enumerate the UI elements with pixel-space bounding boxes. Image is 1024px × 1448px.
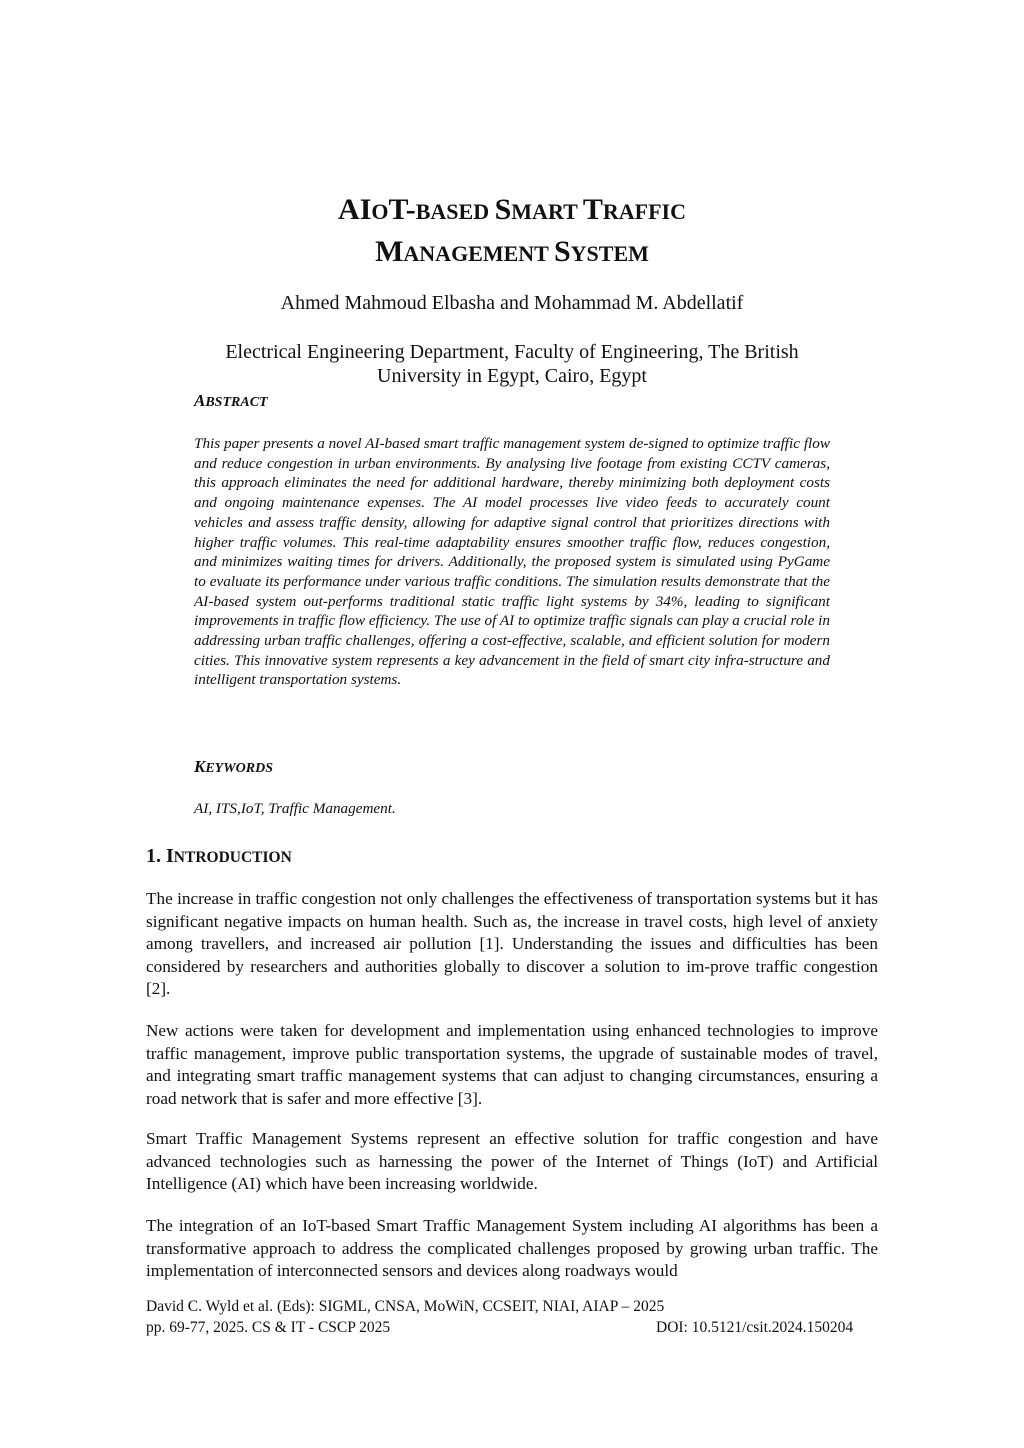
footer-pages: pp. 69-77, 2025. CS & IT - CSCP 2025 <box>146 1319 391 1336</box>
intro-paragraph-1: The increase in traffic congestion not only challenges the effectiveness of transportation systems but it has significant negative impacts on human health. Such as, the increase in travel costs, high level of anxiety among travellers, and increased air pollution [1]. Understanding the issues and difficulties has been considered by researchers and authorities globally to discover a solution to im-prove traffic congestion [2]. <box>146 889 878 999</box>
heading-text: I <box>166 845 174 867</box>
title-line-2 <box>0 232 1024 274</box>
heading-text: EYWORDS <box>205 761 274 776</box>
author-list: Ahmed Mahmoud Elbasha and Mohammad M. Abdellatif <box>280 292 744 314</box>
heading-text: NTRODUCTION <box>173 849 292 866</box>
keywords-text: AI, ITS,IoT, Traffic Management. <box>194 800 396 817</box>
intro-paragraph-2: New actions were taken for development and implementation using enhanced technologies to improve traffic management, improve public transportation systems, the upgrade of sustainable modes of travel, and integrating smart traffic management systems that can adjust to changing circumstances, ensuring a road network that is safer and more effective [3]. <box>146 1021 878 1108</box>
section-heading-introduction <box>146 843 292 871</box>
abstract-heading <box>194 390 268 414</box>
footer-doi: DOI: 10.5121/csit.2024.150204 <box>656 1319 854 1336</box>
title-text: AI <box>338 193 372 226</box>
title-text: T <box>582 193 603 226</box>
keywords-heading <box>194 756 273 780</box>
title-text: RAFFIC <box>602 199 686 224</box>
intro-paragraph-4: The integration of an IoT-based Smart Traffic Management System including AI algorithms has been a transformative approach to address the complicated challenges proposed by growing urban traffic. The implementation of interconnected sensors and devices along roadways would <box>146 1216 878 1281</box>
footer-citation: David C. Wyld et al. (Eds): SIGML, CNSA, MoWiN, CCSEIT, NIAI, AIAP – 2025 <box>146 1298 665 1315</box>
abstract-text: This paper presents a novel AI-based smart traffic management system de-signed to optimize traffic flow and reduce congestion in urban environments. By analysing live footage from existing CCTV cameras, this approach eliminates the need for additional hardware, thereby minimizing both deployment costs and ongoing maintenance expenses. The AI model processes live video feeds to accurately count vehicles and assess traffic density, allowing for adaptive signal control that prioritizes directions with higher traffic volumes. This real-time adaptability ensures smoother traffic flow, reduces congestion, and minimizes waiting times for drivers. Additionally, the proposed system is simulated using PyGame to evaluate its performance under various traffic conditions. The simulation results demonstrate that the AI-based system out-performs traditional static traffic light systems by 34%, leading to significant improvements in traffic flow efficiency. The use of AI to optimize traffic signals can play a crucial role in addressing urban traffic challenges, offering a cost-effective, scalable, and efficient solution for modern cities. This innovative system represents a key advancement in the field of smart city infra-structure and intelligent transportation systems. <box>194 435 830 689</box>
heading-text: A <box>194 391 206 410</box>
title-text: S <box>494 193 512 226</box>
title-line-1 <box>0 190 1024 232</box>
title-text: MART <box>511 199 583 224</box>
title-text: YSTEM <box>570 241 649 266</box>
affiliation: Electrical Engineering Department, Faculty of Engineering, The British University in Egypt, Cairo, Egypt <box>225 341 799 387</box>
title-text: T- <box>388 193 416 226</box>
heading-text: K <box>194 757 206 776</box>
section-number: 1. <box>146 845 166 867</box>
title-text: ANAGEMENT <box>403 241 554 266</box>
paper-title <box>0 190 1024 274</box>
intro-paragraph-4-clip <box>146 1215 878 1283</box>
title-text: M <box>375 235 404 268</box>
title-text: S <box>553 235 571 268</box>
title-text: O <box>371 199 389 224</box>
intro-paragraph-3: Smart Traffic Management Systems represent an effective solution for traffic congestion and have advanced technologies such as harnessing the power of the Internet of Things (IoT) and Artificial Intelligence (AI) which have been increasing worldwide. <box>146 1129 878 1194</box>
title-text: BASED <box>415 199 495 224</box>
heading-text: BSTRACT <box>205 395 268 410</box>
